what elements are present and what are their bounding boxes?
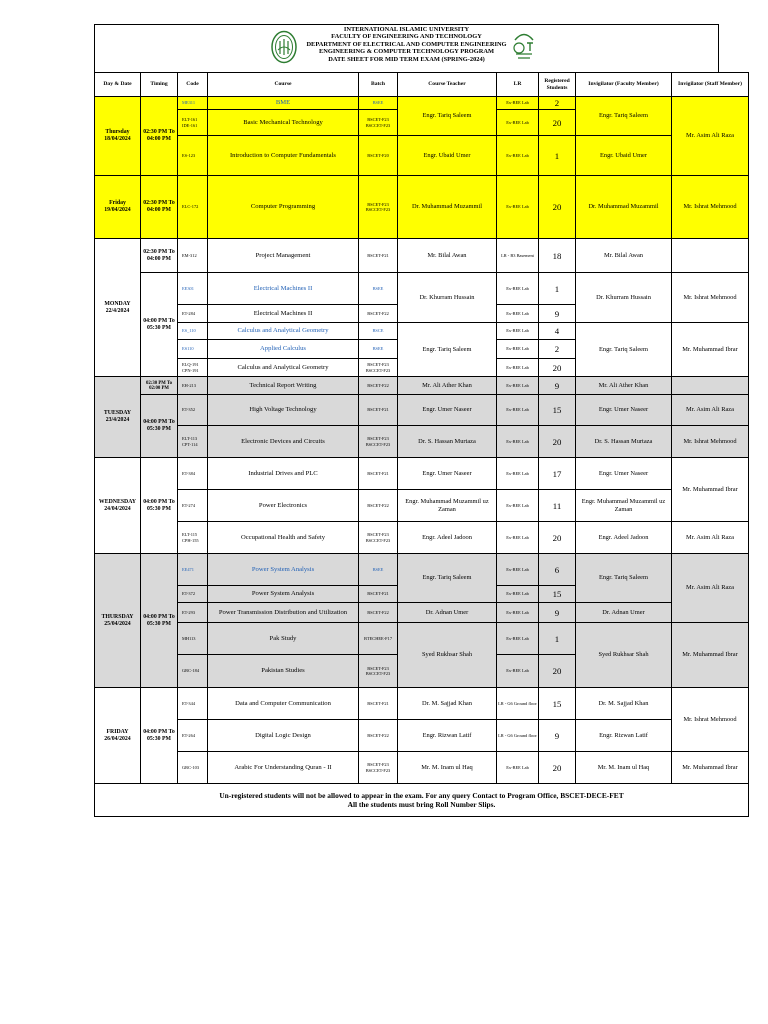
batch-cell: BSCET-F21 [359,395,398,426]
lr-cell: Ex-BEE Lab [497,458,539,490]
faculty-invigilator-cell: Dr. S. Hassan Murtaza [576,426,672,458]
students-cell: 15 [539,586,576,603]
day-cell: Friday 19/04/2024 [95,176,141,239]
code-cell: GRC-184 [178,655,208,688]
table-row [95,97,749,110]
header-line-department: DEPARTMENT OF ELECTRICAL AND COMPUTER ENGINEERING [306,40,507,48]
table-row [95,176,749,239]
batch-cell: BSCE [359,323,398,340]
students-cell: 4 [539,323,576,340]
teacher-cell: Dr. Khurram Hussain [398,273,497,323]
code-cell: ET-344 [178,688,208,720]
lr-cell: Ex-BEE Lab [497,395,539,426]
teacher-cell: Dr. Muhammad Muzammil [398,176,497,239]
course-cell: Project Management [208,239,359,273]
course-cell: Technical Report Writing [208,377,359,395]
faculty-invigilator-cell: Mr. Ali Ather Khan [576,377,672,395]
staff-invigilator-cell [672,377,749,395]
lr-cell: Ex-BEE Lab [497,554,539,586]
course-cell: Power Transmission Distribution and Utilization [208,603,359,623]
batch-cell: BSCET-F21 [359,239,398,273]
header-line-title: DATE SHEET FOR MID TERM EXAM (SPRING-2024) [328,55,485,63]
batch-cell: BSCET-F22 [359,720,398,752]
course-cell: Arabic For Understanding Quran - II [208,752,359,784]
code-cell: ET-293 [178,603,208,623]
teacher-cell: Engr. Ubaid Umer [398,136,497,176]
code-cell: ET-284 [178,305,208,323]
course-cell: Power Electronics [208,490,359,522]
students-cell: 9 [539,305,576,323]
staff-invigilator-cell [672,239,749,273]
teacher-cell: Engr. Umer Naseer [398,458,497,490]
col-day-date: Day & Date [95,73,141,97]
teacher-cell: Mr. M. Inam ul Haq [398,752,497,784]
exam-schedule-table [94,72,749,817]
course-cell: Computer Programming [208,176,359,239]
teacher-cell: Engr. Muhammad Muzammil uz Zaman [398,490,497,522]
faculty-invigilator-cell: Engr. Umer Naseer [576,458,672,490]
timing-cell: 02:30 PM To 02:00 PM [141,377,178,395]
table-row [95,323,749,340]
table-row [95,136,749,176]
staff-invigilator-cell: Mr. Asim Ali Raza [672,395,749,426]
lr-cell: Ex-BEE Lab [497,97,539,110]
students-cell: 1 [539,273,576,305]
course-cell: Pak Study [208,623,359,655]
code-cell: ET-384 [178,458,208,490]
batch-cell: BSCET-F21 [359,688,398,720]
faculty-invigilator-cell: Engr. Adeel Jadoon [576,522,672,554]
faculty-invigilator-cell: Mr. Bilal Awan [576,239,672,273]
batch-cell: BSEE [359,97,398,110]
timing-cell: 04:00 PM To 05:30 PM [141,458,178,554]
code-cell: ES110 [178,340,208,359]
students-cell: 9 [539,377,576,395]
table-row [95,554,749,586]
lr-cell: Ex-BEE Lab [497,586,539,603]
table-row [95,239,749,273]
code-cell: MH113 [178,623,208,655]
students-cell: 20 [539,359,576,377]
lr-cell: Ex-BEE Lab [497,377,539,395]
day-cell: MONDAY 22/4/2024 [95,239,141,377]
batch-cell: BSCET-F22 [359,305,398,323]
staff-invigilator-cell: Mr. Ishrat Mehmood [672,176,749,239]
col-course: Course [208,73,359,97]
students-cell: 17 [539,458,576,490]
table-row [95,490,749,522]
col-registered: Registered Students [539,73,576,97]
students-cell: 15 [539,395,576,426]
code-cell: ME311 [178,97,208,110]
batch-cell: BSCET-F23 BSCCET-F23 [359,426,398,458]
lr-cell: Ex-BEE Lab [497,603,539,623]
course-cell: Electrical Machines II [208,305,359,323]
lr-cell: LR - B3 Basement [497,239,539,273]
day-cell: WEDNESDAY 24/04/2024 [95,458,141,554]
table-row [95,752,749,784]
table-row [95,603,749,623]
table-header-row [95,73,749,97]
teacher-cell: Mr. Bilal Awan [398,239,497,273]
students-cell: 9 [539,603,576,623]
students-cell: 9 [539,720,576,752]
faculty-invigilator-cell: Engr. Tariq Saleem [576,323,672,377]
day-cell: FRIDAY 26/04/2024 [95,688,141,784]
students-cell: 20 [539,426,576,458]
faculty-invigilator-cell: Dr. Adnan Umer [576,603,672,623]
timing-cell: 04:00 PM To 05:30 PM [141,273,178,377]
faculty-invigilator-cell: Dr. M. Sajjad Khan [576,688,672,720]
code-cell: ELT-161 IDE-161 [178,110,208,136]
teacher-cell: Mr. Ali Ather Khan [398,377,497,395]
staff-invigilator-cell: Mr. Muhammad Ibrar [672,458,749,522]
lr-cell: Ex-BEE Lab [497,136,539,176]
code-cell: ES_110 [178,323,208,340]
code-cell: ELT-113 CPT-114 [178,426,208,458]
teacher-cell: Engr. Tariq Saleem [398,323,497,377]
students-cell: 1 [539,623,576,655]
timing-cell: 02:30 PM To 04:00 PM [141,97,178,176]
course-cell: Electronic Devices and Circuits [208,426,359,458]
course-cell: Calculus and Analytical Geometry [208,359,359,377]
students-cell: 18 [539,239,576,273]
code-cell: ET-274 [178,490,208,522]
lr-cell: Ex-BEE Lab [497,305,539,323]
col-timing: Timing [141,73,178,97]
students-cell: 20 [539,176,576,239]
code-cell: ELT-115 CPH-155 [178,522,208,554]
teacher-cell: Dr. M. Sajjad Khan [398,688,497,720]
header-line-university: INTERNATIONAL ISLAMIC UNIVERSITY [343,26,470,33]
table-row [95,458,749,490]
staff-invigilator-cell: Mr. Muhammad Ibrar [672,623,749,688]
lr-cell: Ex-BEE Lab [497,323,539,340]
faculty-invigilator-cell: Syed Rukhsar Shah [576,623,672,688]
timing-cell: 04:00 PM To 05:30 PM [141,688,178,784]
course-cell: Electrical Machines II [208,273,359,305]
teacher-cell: Engr. Tariq Saleem [398,554,497,603]
students-cell: 1 [539,136,576,176]
students-cell: 20 [539,110,576,136]
lr-cell: Ex-BEE Lab [497,273,539,305]
teacher-cell: Engr. Rizwan Latif [398,720,497,752]
code-cell: ET-372 [178,586,208,603]
table-row [95,623,749,655]
staff-invigilator-cell: Mr. Ishrat Mehmood [672,426,749,458]
header-line-program: ENGINEERING & COMPUTER TECHNOLOGY PROGRAM [318,48,495,56]
lr-cell: LR - G6 Ground floor [497,688,539,720]
students-cell: 15 [539,688,576,720]
faculty-invigilator-cell: Dr. Khurram Hussain [576,273,672,323]
timing-cell: 04:00 PM To 05:30 PM [141,554,178,688]
timing-cell: 02:30 PM To 04:00 PM [141,239,178,273]
course-cell: Applied Calculus [208,340,359,359]
teacher-cell: Engr. Adeel Jadoon [398,522,497,554]
table-row [95,522,749,554]
faculty-invigilator-cell: Engr. Rizwan Latif [576,720,672,752]
table-row [95,426,749,458]
staff-invigilator-cell: Mr. Muhammad Ibrar [672,752,749,784]
faculty-invigilator-cell: Engr. Tariq Saleem [576,554,672,603]
batch-cell: BSCET-F22 [359,603,398,623]
faculty-invigilator-cell: Mr. M. Inam ul Haq [576,752,672,784]
students-cell: 20 [539,655,576,688]
staff-invigilator-cell: Mr. Asim Ali Raza [672,522,749,554]
lr-cell: Ex-BEE Lab [497,522,539,554]
code-cell: EE301 [178,273,208,305]
code-cell: EH-213 [178,377,208,395]
table-row [95,688,749,720]
footer-row [95,784,749,817]
course-cell: Pakistan Studies [208,655,359,688]
col-code: Code [178,73,208,97]
code-cell: ET-352 [178,395,208,426]
students-cell: 20 [539,752,576,784]
table-row [95,395,749,426]
course-cell: Basic Mechanical Technology [208,110,359,136]
teacher-cell: Dr. S. Hassan Murtaza [398,426,497,458]
batch-cell: BSCET-F23 BSCCET-F23 [359,359,398,377]
date-sheet [94,24,742,817]
day-cell: TUESDAY 23/4/2024 [95,377,141,458]
batch-cell: BSCET-F23 BSCCET-F23 [359,110,398,136]
batch-cell: BSCET-F23 BSCCET-F23 [359,655,398,688]
batch-cell: BSCET-F22 [359,490,398,522]
batch-cell: BSCET-F22 [359,377,398,395]
batch-cell: BSEE [359,554,398,586]
faculty-invigilator-cell: Dr. Muhammad Muzammil [576,176,672,239]
footer-line-roll-slips: All the students must bring Roll Number Slips. [347,800,496,809]
batch-cell: BTECHEE-F17 [359,623,398,655]
batch-cell: BSCET-F20 [359,136,398,176]
teacher-cell: Engr. Umer Naseer [398,395,497,426]
teacher-cell: Dr. Adnan Umer [398,603,497,623]
batch-cell: BSEE [359,340,398,359]
lr-cell: LR - G6 Ground floor [497,720,539,752]
course-cell: Occupational Health and Safety [208,522,359,554]
staff-invigilator-cell: Mr. Asim Ali Raza [672,554,749,623]
lr-cell: Ex-BEE Lab [497,655,539,688]
course-cell: Industrial Drives and PLC [208,458,359,490]
code-cell: ET-264 [178,720,208,752]
students-cell: 6 [539,554,576,586]
code-cell: EM-312 [178,239,208,273]
batch-cell: BSCET-F23 BSCCET-F23 [359,752,398,784]
code-cell: EE471 [178,554,208,586]
course-cell: Data and Computer Communication [208,688,359,720]
table-row [95,720,749,752]
lr-cell: Ex-BEE Lab [497,426,539,458]
staff-invigilator-cell: Mr. Ishrat Mehmood [672,273,749,323]
faculty-invigilator-cell: Engr. Tariq Saleem [576,97,672,136]
col-invigilator-faculty: Invigilator (Faculty Member) [576,73,672,97]
footer-line-registration: Un-registered students will not be allowed to appear in the exam. For any query Contact to Program Office, BSCET-DECE-FET [219,791,624,800]
lr-cell: Ex-BEE Lab [497,340,539,359]
batch-cell: BSCET-F21 [359,458,398,490]
faculty-invigilator-cell: Engr. Umer Naseer [576,395,672,426]
students-cell: 20 [539,522,576,554]
course-cell: Calculus and Analytical Geometry [208,323,359,340]
students-cell: 11 [539,490,576,522]
lr-cell: Ex-BEE Lab [497,752,539,784]
timing-cell: 04:00 PM To 05:30 PM [141,395,178,458]
timing-cell: 02:30 PM To 04:00 PM [141,176,178,239]
students-cell: 2 [539,340,576,359]
col-invigilator-staff: Invigilator (Staff Member) [672,73,749,97]
table-row [95,377,749,395]
code-cell: ELC-172 [178,176,208,239]
university-seal-icon [271,30,297,64]
fet-seal-icon [511,28,537,62]
batch-cell: BSCET-F23 BSCCET-F23 [359,176,398,239]
day-cell: Thursday 18/04/2024 [95,97,141,176]
sheet-header [94,24,719,72]
teacher-cell: Engr. Tariq Saleem [398,97,497,136]
lr-cell: Ex-BEE Lab [497,359,539,377]
course-cell: Power System Analysis [208,554,359,586]
code-cell: GRC-103 [178,752,208,784]
course-cell: BME [208,97,359,110]
course-cell: Digital Logic Design [208,720,359,752]
course-cell: Introduction to Computer Fundamentals [208,136,359,176]
table-row [95,273,749,305]
batch-cell: BSCET-F21 [359,586,398,603]
staff-invigilator-cell: Mr. Ishrat Mehmood [672,688,749,752]
staff-invigilator-cell: Mr. Asim Ali Raza [672,97,749,176]
day-cell: THURSDAY 25/04/2024 [95,554,141,688]
col-batch: Batch [359,73,398,97]
batch-cell: BSCET-F23 BSCCET-F23 [359,522,398,554]
lr-cell: Ex-BEE Lab [497,110,539,136]
teacher-cell: Syed Rukhsar Shah [398,623,497,688]
faculty-invigilator-cell: Engr. Ubaid Umer [576,136,672,176]
col-lr: LR [497,73,539,97]
lr-cell: Ex-BEE Lab [497,623,539,655]
batch-cell: BSEE [359,273,398,305]
course-cell: Power System Analysis [208,586,359,603]
col-teacher: Course Teacher [398,73,497,97]
lr-cell: Ex-BEE Lab [497,176,539,239]
students-cell: 2 [539,97,576,110]
footer-note [95,784,749,817]
course-cell: High Voltage Technology [208,395,359,426]
header-line-faculty: FACULTY OF ENGINEERING AND TECHNOLOGY [331,33,482,41]
code-cell: ES-123 [178,136,208,176]
code-cell: ELQ-191 CPN-191 [178,359,208,377]
lr-cell: Ex-BEE Lab [497,490,539,522]
faculty-invigilator-cell: Engr. Muhammad Muzammil uz Zaman [576,490,672,522]
staff-invigilator-cell: Mr. Muhammad Ibrar [672,323,749,377]
